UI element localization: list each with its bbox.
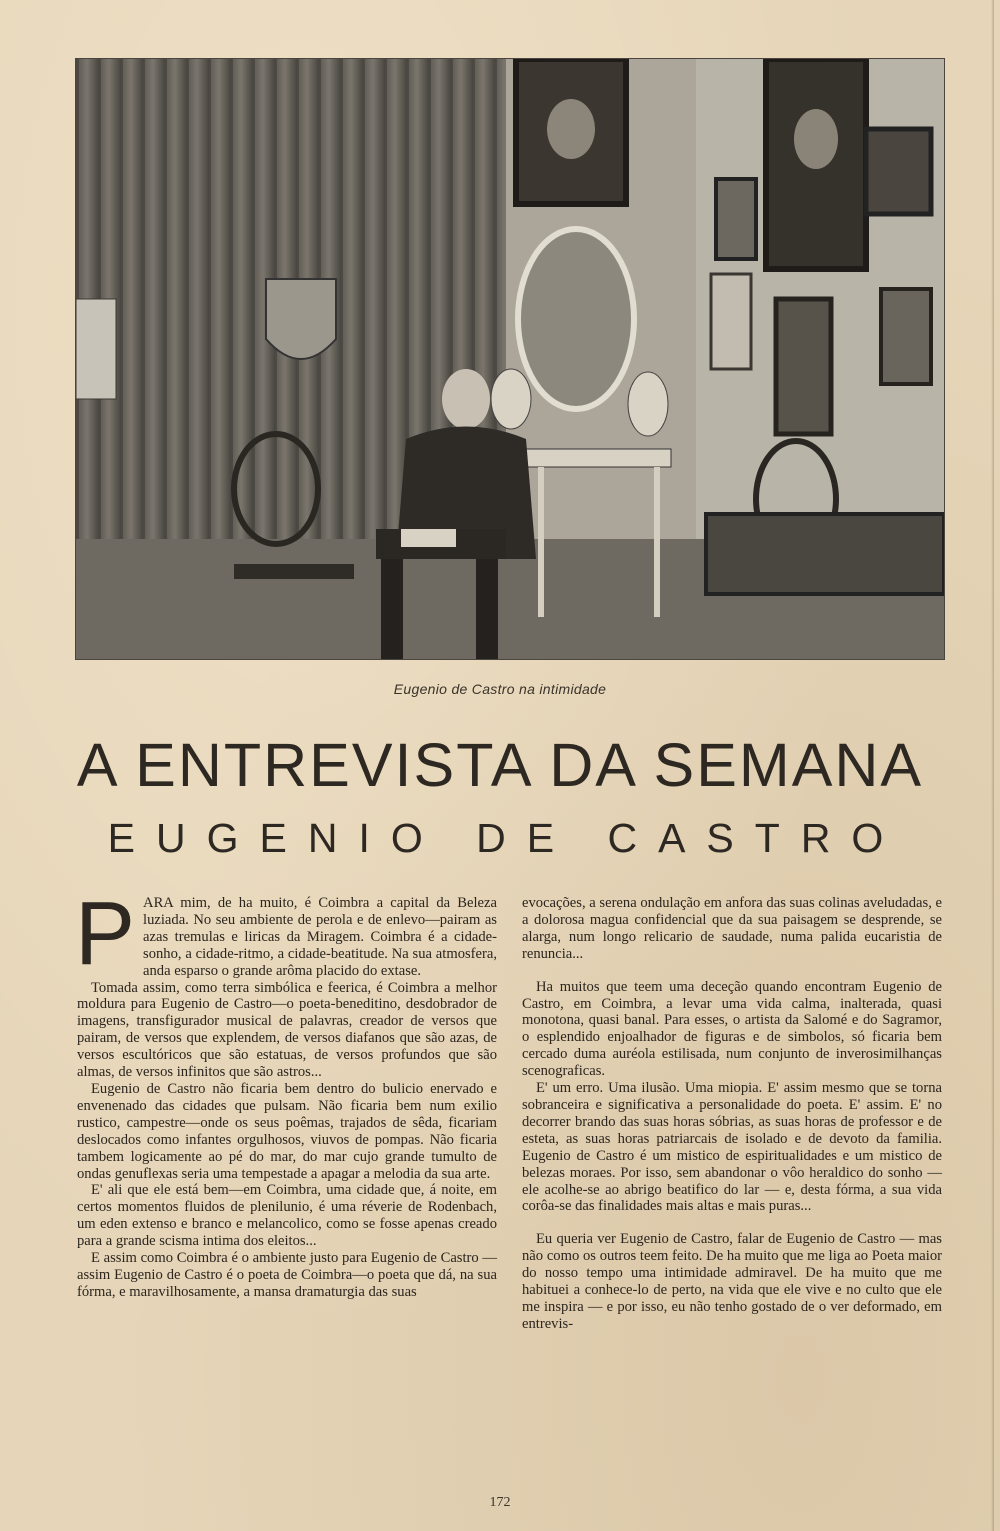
article-column-right: [522, 895, 942, 1333]
paragraph: Eugenio de Castro não ficaria bem dentro do bulicio enervado e envenenado das cidades que pulsam. Não ficaria bem num exilio rustico, campestre—onde os seus poêmas, trajados de sêda, ficariam deslocados como infantes orgulhosos, viuvos de pompas. Não ficaria tambem logicamente ao pé do mar, do mar cujo grande tumulto de ondas genuflexas seria uma tempestade a apagar a melodia da sua arte.: [77, 1080, 497, 1182]
interior-photograph: [75, 58, 945, 660]
paragraph: E assim como Coimbra é o ambiente justo para Eugenio de Castro — assim Eugenio de Castro é o poeta de Coimbra—o poeta que dá, na sua fórma, e maravilhosamente, a mansa dramaturgia das suas: [77, 1250, 497, 1300]
paragraph: Eu queria ver Eugenio de Castro, falar de Eugenio de Castro — mas não como os outros teem feito. De ha muito que me liga ao Poeta maior do nosso tempo uma intimidade admiravel. De ha muito que me habituei a conhece-lo de perto, na vida que ele vive e no culto que ele me inspira — e por isso, eu não tenho gostado de o ver deformado, em entrevis-: [522, 1231, 942, 1332]
headline: A ENTREVISTA DA SEMANA: [76, 731, 924, 799]
page-number: 172: [489, 1495, 511, 1510]
paragraph: E' um erro. Uma ilusão. Uma miopia. E' assim mesmo que se torna sobranceira e significativa a personalidade do poeta. E' assim. E' no decorrer brando das suas horas sóbrias, as suas horas de professor e de esteta, as suas horas patriarcais de isolado e de devoto da familia. Eugenio de Castro é um mistico de espiritualidades e um mistico de belezas moraes. Por isso, sem abandonar o vôo heraldico do sonho — ele acolhe-se ao abrigo beatifico do lar — e, desta fórma, a sua vida corôa-se das finalidades mais altas e mais puras...: [522, 1080, 942, 1215]
paragraph-text: ARA mim, de ha muito, é Coimbra a capital da Beleza luziada. No seu ambiente de perola e de enlevo—pairam as azas tremulas e liricas da Miragem. Coimbra é a cidade-sonho, a cidade-ritmo, a cidade-beatitude. Na sua atmosfera, anda esparso o grande arôma placido do extase.: [143, 895, 497, 979]
photo-illustration: [76, 59, 944, 659]
page-crease: [991, 0, 994, 1531]
article-column-left: [75, 884, 497, 1301]
photo-caption: Eugenio de Castro na intimidade: [393, 681, 607, 697]
paragraph: evocações, a serena ondulação em anfora das suas colinas aveludadas, e a dolorosa magua confidencial que da sua paisagem se desprende, se alarga, num longo relicario de saudade, numa palida eucaristia de renuncia...: [522, 895, 942, 962]
paragraph: E' ali que ele está bem—em Coimbra, uma cidade que, á noite, em certos momentos fluidos de plenilunio, é uma réverie de Rodenbach, um eden extenso e branco e melancolico, como se fosse apenas creado para a grande scisma intima dos eleitos...: [77, 1182, 497, 1250]
paragraph: Tomada assim, como terra simbólica e feerica, é Coimbra a melhor moldura para Eugenio de Castro—o poeta-beneditino, desdobrador de imagens, transfigurador musical de palavras, creador de versos que pairam, de versos que explendem, de versos diafanos que são azas, de versos escultóricos que são estatuas, de versos profundos que são almas, de versos infinitos que são astros...: [77, 979, 497, 1081]
subheadline: EUGENIO DE CASTRO: [107, 815, 905, 861]
drop-cap: P: [75, 884, 136, 984]
paragraph: Ha muitos que teem uma deceção quando encontram Eugenio de Castro, em Coimbra, a levar uma vida calma, inalterada, quasi monotona, quasi banal. Para esses, o artista da Salomé e do Sagramor, o esplendido enjoalhador de figuras e de simbolos, só ficaria bem cercado duma auréola estilisada, num conjunto de inverosimilhanças scenograficas.: [522, 978, 942, 1080]
paragraph: [75, 884, 497, 984]
